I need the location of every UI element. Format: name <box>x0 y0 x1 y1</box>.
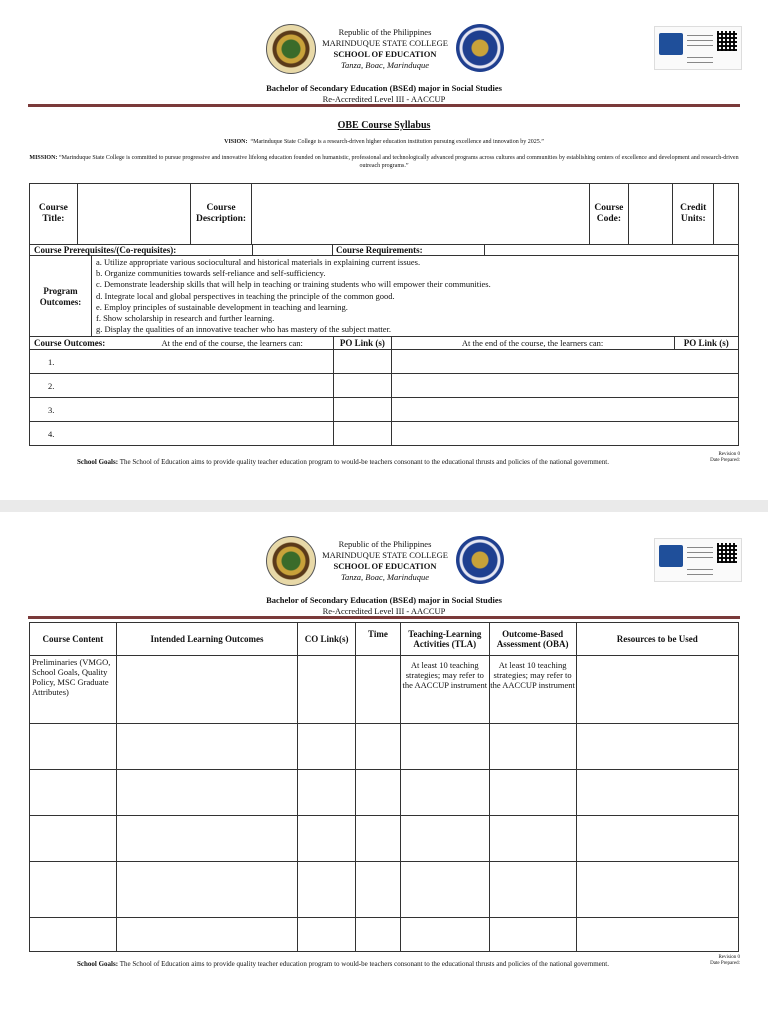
program-outcome-item: e. Employ principles of sustainable development in teaching and learning. <box>96 301 348 312</box>
school-goals-text: The School of Education aims to provide quality teacher education program to would-be teachers consonant to the educational thrusts and policies of the national government. <box>119 960 609 968</box>
course-title-field[interactable] <box>77 184 190 245</box>
po-link-field[interactable] <box>334 398 392 422</box>
syllabus-page-1 <box>0 0 768 500</box>
tuv-logo-icon <box>659 545 683 567</box>
iso-certification-badge <box>654 538 742 582</box>
course-code-field[interactable] <box>628 184 673 245</box>
school-address: Tanza, Boac, Marinduque <box>341 572 429 582</box>
time-cell[interactable] <box>356 770 401 816</box>
col-course-content: Course Content <box>30 623 117 656</box>
course-content-cell[interactable]: Preliminaries (VMGO, School Goals, Quality Policy, MSC Graduate Attributes) <box>30 656 117 724</box>
ilo-cell[interactable] <box>116 770 297 816</box>
col-intended-learning-outcomes: Intended Learning Outcomes <box>116 623 297 656</box>
time-cell[interactable] <box>356 816 401 862</box>
course-outcome-row-number[interactable]: 2. <box>30 374 334 398</box>
school-of-education-seal-icon <box>456 24 504 72</box>
program-outcomes-table <box>29 255 739 337</box>
ilo-cell[interactable] <box>116 724 297 770</box>
co-link-cell[interactable] <box>298 862 356 918</box>
tla-cell[interactable]: At least 10 teaching strategies; may refer to the AACCUP instrument <box>400 656 489 724</box>
course-content-cell[interactable] <box>30 816 117 862</box>
page-header <box>0 532 768 592</box>
ilo-cell[interactable] <box>116 918 297 952</box>
course-outcome-row-number[interactable]: 1. <box>30 350 334 374</box>
syllabus-page-2 <box>0 512 768 1024</box>
course-info-table <box>29 183 739 245</box>
time-cell[interactable] <box>356 918 401 952</box>
mission-text: “Marinduque State College is committed to pursue progressive and innovative lifelong education founded on humanistic, professional and technologically advanced programs across cultures and communities by establishing centers of excellence and development and research-driven outreach programs.” <box>58 155 739 169</box>
mission-statement <box>28 154 740 170</box>
program-outcome-item: b. Organize communities towards self-reliance and self-sufficiency. <box>96 268 326 279</box>
school-address: Tanza, Boac, Marinduque <box>341 60 429 70</box>
oba-cell[interactable] <box>489 862 576 918</box>
po-link-field[interactable] <box>334 374 392 398</box>
course-content-cell[interactable] <box>30 724 117 770</box>
oba-cell[interactable] <box>489 918 576 952</box>
time-cell[interactable] <box>356 862 401 918</box>
course-outcomes-label: Course Outcomes: <box>30 337 132 350</box>
program-outcomes-list <box>30 256 738 335</box>
credit-units-label: Credit Units: <box>673 184 714 245</box>
course-outcome-field[interactable] <box>391 350 738 374</box>
resources-cell[interactable] <box>576 724 739 770</box>
course-title-label: Course Title: <box>30 184 78 245</box>
program-heading <box>0 83 768 105</box>
resources-cell[interactable] <box>576 862 739 918</box>
course-outcomes-table <box>29 336 739 446</box>
school-name: SCHOOL OF EDUCATION <box>333 561 437 571</box>
po-link-header-left: PO Link (s) <box>334 337 392 350</box>
qr-code-icon <box>717 31 737 51</box>
course-outcome-field[interactable] <box>391 374 738 398</box>
course-content-cell[interactable] <box>30 770 117 816</box>
tla-cell[interactable] <box>400 770 489 816</box>
co-link-cell[interactable] <box>298 724 356 770</box>
course-content-cell[interactable] <box>30 918 117 952</box>
po-link-field[interactable] <box>334 422 392 446</box>
school-of-education-seal-icon <box>456 536 504 584</box>
co-link-cell[interactable] <box>298 816 356 862</box>
school-goals-label: School Goals: <box>77 960 119 968</box>
course-description-label: Course Description: <box>190 184 252 245</box>
resources-cell[interactable] <box>576 816 739 862</box>
time-cell[interactable] <box>356 724 401 770</box>
college-name: MARINDUQUE STATE COLLEGE <box>322 550 448 560</box>
course-requirements-field[interactable] <box>485 245 739 256</box>
course-outcomes-intro-right: At the end of the course, the learners can: <box>391 337 674 350</box>
college-name: MARINDUQUE STATE COLLEGE <box>322 38 448 48</box>
ilo-cell[interactable] <box>116 656 297 724</box>
course-outcome-field[interactable] <box>391 422 738 446</box>
qr-code-icon <box>717 543 737 563</box>
tla-cell[interactable] <box>400 918 489 952</box>
course-content-cell[interactable] <box>30 862 117 918</box>
co-link-cell[interactable] <box>298 656 356 724</box>
program-outcome-item: g. Display the qualities of an innovative teacher who has mastery of the subject matter. <box>96 324 392 335</box>
tla-cell[interactable] <box>400 862 489 918</box>
program-outcome-item: d. Integrate local and global perspectives in teaching the principle of the common good. <box>96 290 395 301</box>
col-oba: Outcome-Based Assessment (OBA) <box>489 623 576 656</box>
program-name: Bachelor of Secondary Education (BSEd) major in Social Studies <box>266 83 502 93</box>
accreditation-level: Re-Accredited Level III - AACCUP <box>322 606 446 616</box>
date-prepared: Date Prepared: <box>710 961 740 966</box>
header-divider <box>28 616 740 619</box>
mission-label: MISSION: <box>29 155 58 161</box>
course-outcomes-intro-left: At the end of the course, the learners can: <box>131 337 333 350</box>
oba-cell[interactable] <box>489 816 576 862</box>
ilo-cell[interactable] <box>116 862 297 918</box>
col-time: Time <box>356 623 401 656</box>
program-outcome-item: f. Show scholarship in research and further learning. <box>96 313 275 324</box>
resources-cell[interactable] <box>576 656 739 724</box>
course-requirements-label: Course Requirements: <box>333 245 485 256</box>
school-goals <box>28 458 658 467</box>
col-tla: Teaching-Learning Activities (TLA) <box>400 623 489 656</box>
oba-cell[interactable]: At least 10 teaching strategies; may refer to the AACCUP instrument <box>489 656 576 724</box>
accreditation-level: Re-Accredited Level III - AACCUP <box>322 94 446 104</box>
header-divider <box>28 104 740 107</box>
school-goals-label: School Goals: <box>77 458 119 466</box>
tuv-logo-icon <box>659 33 683 55</box>
course-outcome-row-number[interactable]: 4. <box>30 422 334 446</box>
republic-line: Republic of the Philippines <box>338 539 432 549</box>
ilo-cell[interactable] <box>116 816 297 862</box>
program-outcomes-cell <box>30 256 739 337</box>
co-link-cell[interactable] <box>298 918 356 952</box>
tla-cell[interactable] <box>400 724 489 770</box>
syllabus-title: OBE Course Syllabus <box>337 120 431 131</box>
revision-number: Revision 0 <box>718 955 740 960</box>
school-goals <box>28 960 658 969</box>
col-resources: Resources to be Used <box>576 623 739 656</box>
vision-statement <box>28 138 740 146</box>
credit-units-field[interactable] <box>714 184 739 245</box>
course-description-field[interactable] <box>252 184 589 245</box>
tla-cell[interactable] <box>400 816 489 862</box>
vision-label: VISION: <box>224 139 248 145</box>
program-outcome-item: a. Utilize appropriate various sociocultural and historical materials in explaining current issues. <box>96 257 421 267</box>
vision-text: “Marinduque State College is a research-driven higher education institution pursuing excellence and innovation by 2025.” <box>250 139 544 145</box>
time-cell[interactable] <box>356 656 401 724</box>
header-text <box>300 539 470 583</box>
revision-number: Revision 0 <box>718 452 740 457</box>
page-gap <box>0 500 768 512</box>
po-link-header-right: PO Link (s) <box>674 337 738 350</box>
revision-info <box>684 452 740 464</box>
program-outcome-item: c. Demonstrate leadership skills that will help in teaching or training students who will empower their communities. <box>96 279 491 290</box>
program-name: Bachelor of Secondary Education (BSEd) major in Social Studies <box>266 595 502 605</box>
school-name: SCHOOL OF EDUCATION <box>333 49 437 59</box>
course-code-label: Course Code: <box>589 184 628 245</box>
date-prepared: Date Prepared: <box>710 458 740 463</box>
prerequisites-field[interactable] <box>253 245 333 256</box>
program-heading <box>0 595 768 617</box>
header-text <box>300 27 470 71</box>
revision-info <box>684 955 740 967</box>
course-outcome-row-number[interactable]: 3. <box>30 398 334 422</box>
po-link-field[interactable] <box>334 350 392 374</box>
course-outcome-field[interactable] <box>391 398 738 422</box>
page-header <box>0 20 768 80</box>
oba-cell[interactable] <box>489 724 576 770</box>
iso-certification-badge <box>654 26 742 70</box>
republic-line: Republic of the Philippines <box>338 27 432 37</box>
resources-cell[interactable] <box>576 918 739 952</box>
learning-plan-table <box>29 622 739 952</box>
col-co-links: CO Link(s) <box>298 623 356 656</box>
school-goals-text: The School of Education aims to provide quality teacher education program to would-be teachers consonant to the educational thrusts and policies of the national government. <box>119 458 609 466</box>
resources-cell[interactable] <box>576 770 739 816</box>
program-outcomes-label: Program Outcomes: <box>30 256 92 337</box>
oba-cell[interactable] <box>489 770 576 816</box>
prerequisites-label: Course Prerequisites/(Co-requisites): <box>30 245 253 256</box>
co-link-cell[interactable] <box>298 770 356 816</box>
